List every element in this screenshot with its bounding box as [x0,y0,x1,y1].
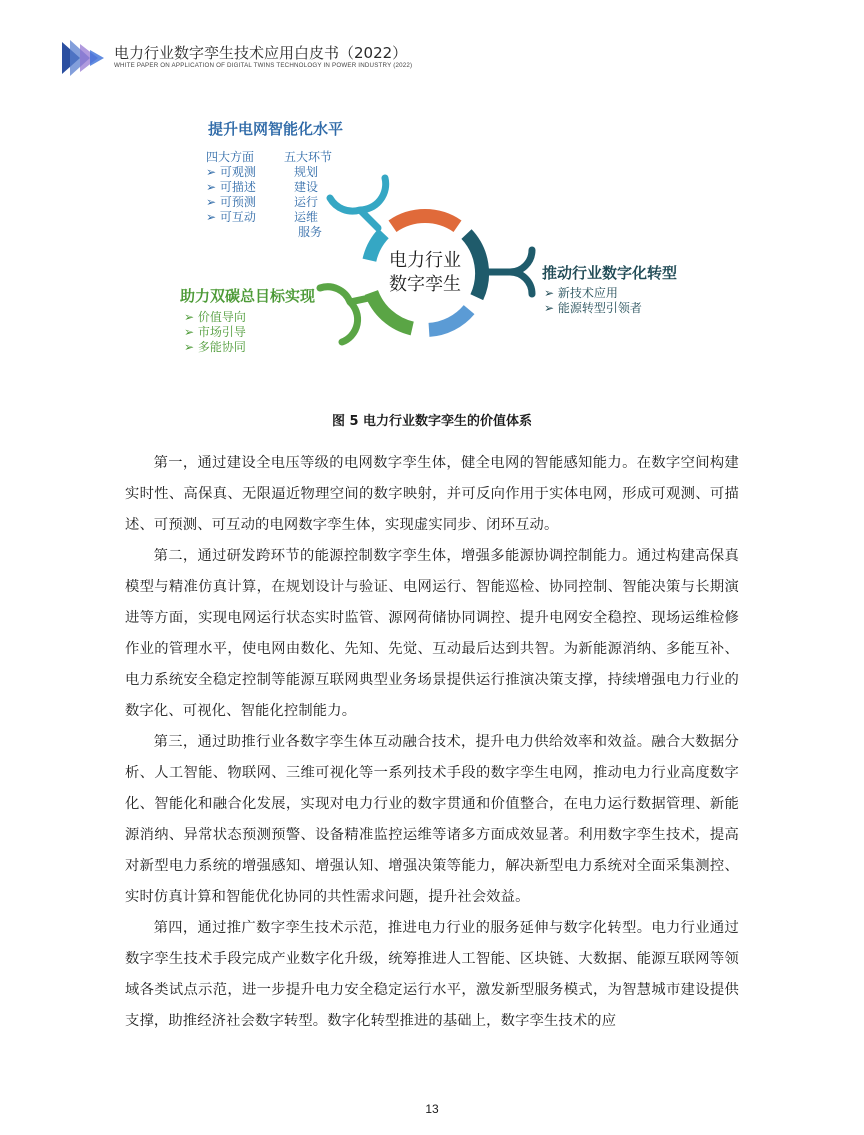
list-item: 运维 [294,210,319,224]
paragraph-2: 第二，通过研发跨环节的能源控制数字孪生体，增强多能源协调控制能力。通过构建高保真模型与精准仿真计算，在规划设计与验证、电网运行、智能巡检、协同控制、智能决策与长期演进等方面，实现电网运行状态实时监管、源网荷储协同调控、提升电网安全稳控、现场运维检修作业的管理水平，使电网由数化、先知、先觉、互动最后达到共智。为新能源消纳、多能互补、电力系统安全稳定控制等能源互联网典型业务场景提供运行推演决策支撑，持续增强电力行业的数字化、可视化、智能化控制能力。 [125,548,739,719]
list-item: ➢ 多能协同 [184,340,246,354]
value-system-diagram [170,110,710,370]
ring-segment-green [371,293,412,329]
paragraph-1: 第一，通过建设全电压等级的电网数字孪生体，健全电网的智能感知能力。在数字空间构建实时性、高保真、无限逼近物理空间的数字映射，并可反向作用于实体电网，形成可观测、可描述、可预测、可互动的电网数字孪生体，实现虚实同步、闭环互动。 [125,455,739,533]
body-text [125,448,739,1037]
paragraph-4: 第四，通过推广数字孪生技术示范，推进电力行业的服务延伸与数字化转型。电力行业通过数字孪生技术手段完成产业数字化升级，统筹推进人工智能、区块链、大数据、能源互联网等领域各类试点示范，进一步提升电力安全稳定运行水平，激发新型服务模式，为智慧城市建设提供支撑，助推经济社会数字转型。数字化转型推进的基础上，数字孪生技术的应 [125,920,739,1029]
list-item: ➢ 能源转型引领者 [544,301,642,315]
page-header [60,36,820,80]
list-item: 四大方面 [206,150,255,164]
figure-caption: 图 5 电力行业数字孪生的价值体系 [331,414,533,429]
center-line-2: 数字孪生 [389,274,461,295]
right-list [544,286,642,316]
list-item: 运行 [294,195,319,209]
header-subtitle: WHITE PAPER ON APPLICATION OF DIGITAL TWINS TECHNOLOGY IN POWER INDUSTRY (2022) [114,62,413,69]
center-line-1: 电力行业 [389,250,461,271]
connector-top-left [330,178,386,228]
header-title: 电力行业数字孪生技术应用白皮书（2022） [114,44,408,62]
diagram-center-text [370,249,480,297]
list-item: ➢ 可互动 [206,210,256,224]
bottom-left-list [184,310,246,355]
top-left-col1 [206,150,256,225]
list-item: ➢ 价值导向 [184,310,246,324]
page-number: 13 [425,1102,439,1116]
list-item: ➢ 新技术应用 [544,286,618,300]
diagram-graphics [170,110,710,370]
list-item: ➢ 可观测 [206,165,256,179]
bottom-left-title: 助力双碳总目标实现 [180,287,316,305]
paragraph-3: 第三，通过助推行业各数字孪生体互动融合技术，提升电力供给效率和效益。融合大数据分析、人工智能、物联网、三维可视化等一系列技术手段的数字孪生电网，推动电力行业高度数字化、智能化和融合化发展，实现对电力行业的数字贯通和价值整合，在电力运行数据管理、新能源消纳、异常状态预测预警、设备精准监控运维等诸多方面成效显著。利用数字孪生技术，提高对新型电力系统的增强感知、增强认知、增强决策等能力，解决新型电力系统对全面采集测控、实时仿真计算和智能优化协同的共性需求问题，提升社会效益。 [125,734,739,905]
connector-bottom-left [320,287,369,342]
right-title: 推动行业数字化转型 [542,264,678,282]
list-item: 规划 [294,165,319,179]
logo-icon [60,38,106,78]
list-item: ➢ 可预测 [206,195,256,209]
connector-right [480,250,532,294]
list-item: 五大环节 [284,150,333,164]
list-item: 建设 [294,180,319,194]
top-left-col2 [284,150,332,240]
ring-segment-orange [393,216,458,226]
ring-segment-lightblue [429,310,469,330]
list-item: ➢ 可描述 [206,180,256,194]
list-item: 服务 [298,225,323,239]
top-left-title: 提升电网智能化水平 [208,120,344,138]
list-item: ➢ 市场引导 [184,325,246,339]
